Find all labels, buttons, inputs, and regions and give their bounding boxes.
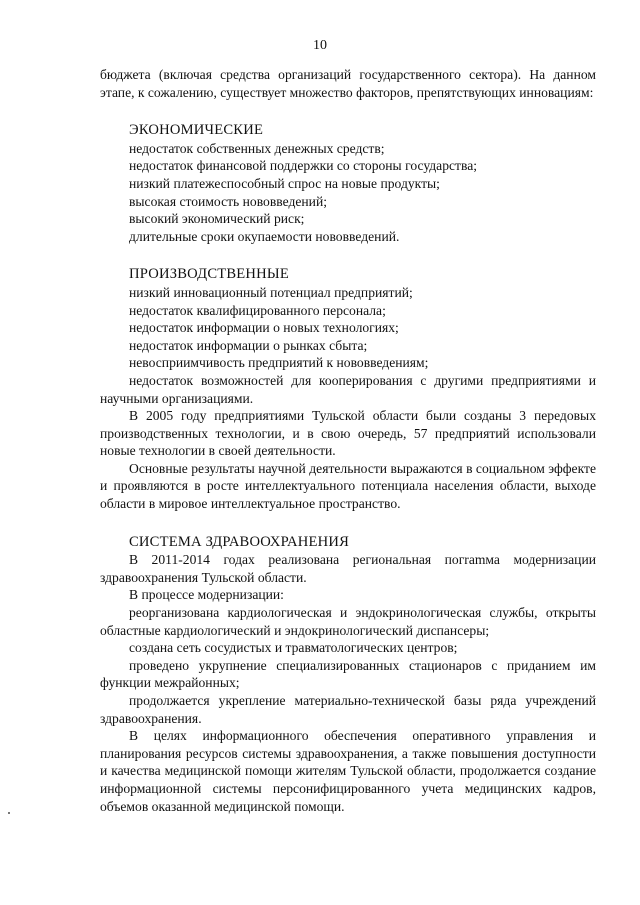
list-item: высокий экономический риск; <box>129 211 305 227</box>
page-body <box>100 66 596 815</box>
list-item: длительные сроки окупаемости нововведений. <box>129 228 400 244</box>
list-item: высокая стоимость нововведений; <box>129 193 327 209</box>
list-item: проведено укрупнение специализированных стационаров с приданием им функции межрайонных; <box>100 657 596 691</box>
body-paragraph: В 2011-2014 годах реализована региональная погramма модернизации здравоохранения Тульской области. <box>100 552 596 585</box>
list-item: недостаток информации о новых технологиях; <box>129 320 399 336</box>
list-item: низкий платежеспособный спрос на новые продукты; <box>129 175 440 191</box>
list-item: продолжается укрепление материально-технической базы ряда учреждений здравоохранения. <box>100 693 596 726</box>
scan-speck <box>8 812 10 814</box>
body-paragraph: В целях информационного обеспечения оперативного управления и планирования ресурсов системы здравоохранения, а также повышения доступности и качества медицинской помощи жителям Тульской области, продолжается создание информационной системы персонифицированного учета медицинских кадров, объемов оказанной медицинской помощи. <box>100 728 596 814</box>
list-item: недостаток возможностей для кооперирования с другими предприятиями и научными организациями. <box>100 372 596 406</box>
list-item: реорганизована кардиологическая и эндокринологическая службы, открыты областные кардиологический и эндокринологический диспансеры; <box>100 605 596 638</box>
section-heading-economic: ЭКОНОМИЧЕСКИЕ <box>129 122 264 139</box>
body-paragraph: Основные результаты научной деятельности выражаются в социальном эффекте и проявляются в росте интеллектуального потенциала населения области, выходе области в мировое интеллектуальное пространство. <box>100 460 596 512</box>
list-item: низкий инновационный потенциал предприятий; <box>129 284 413 300</box>
intro-paragraph: бюджета (включая средства организаций государственного сектора). На данном этапе, к сожалению, существует множество факторов, препятствующих инновациям: <box>100 67 596 100</box>
section-heading-production: ПРОИЗВОДСТВЕННЫЕ <box>129 266 289 283</box>
list-item: недостаток финансовой поддержки со стороны государства; <box>129 158 478 174</box>
list-item: недостаток информации о рынках сбыта; <box>129 337 368 353</box>
list-item: недостаток квалифицированного персонала; <box>129 302 386 318</box>
list-item: создана сеть сосудистых и травматологических центров; <box>129 640 458 656</box>
list-item: недостаток собственных денежных средств; <box>129 140 385 156</box>
section-heading-health: СИСТЕМА ЗДРАВООХРАНЕНИЯ <box>129 533 350 550</box>
list-item: невосприимчивость предприятий к нововведениям; <box>129 355 429 371</box>
page-number: 10 <box>313 38 327 53</box>
body-paragraph: В процессе модернизации: <box>129 587 284 603</box>
body-paragraph: В 2005 году предприятиями Тульской области были созданы 3 передовых производственных технологии, и в свою очередь, 57 предприятий использовали новые технологии в своей деятельности. <box>100 408 596 459</box>
